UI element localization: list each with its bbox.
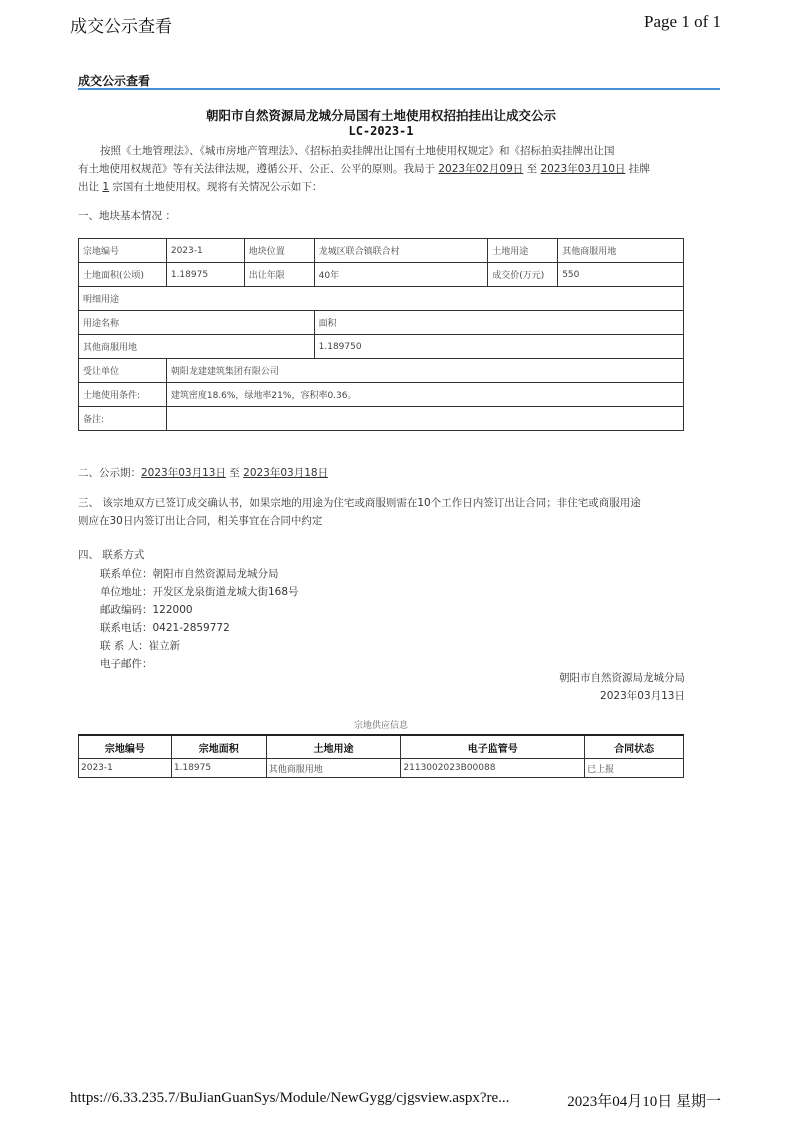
section-4-heading: 四、 联系方式	[78, 549, 145, 561]
contact-address: 单位地址：开发区龙泉街道龙城大街168号	[100, 586, 299, 598]
detail-use-label: 明细用途	[79, 287, 684, 311]
intro-paragraph	[78, 142, 684, 196]
price-value: 550	[558, 263, 684, 287]
column-header: 宗地面积	[171, 735, 266, 759]
column-header: 土地用途	[266, 735, 401, 759]
table-row	[79, 239, 684, 263]
parcel-no-label: 宗地编号	[79, 239, 167, 263]
intro-line-3a: 出让	[78, 181, 103, 193]
document-number: LC-2023-1	[348, 124, 414, 138]
location-value: 龙城区联合镇联合村	[314, 239, 488, 263]
table-row	[79, 383, 684, 407]
contact-unit: 联系单位：朝阳市自然资源局龙城分局	[100, 568, 279, 580]
contact-person: 联 系 人：崔立新	[100, 640, 181, 652]
intro-line-2b: 挂牌	[625, 163, 650, 175]
column-header: 电子监管号	[401, 735, 585, 759]
section-1-heading: 一、地块基本情况 ：	[78, 210, 176, 222]
parcel-no-value: 2023-1	[166, 239, 244, 263]
contact-postcode: 邮政编码：122000	[100, 604, 193, 616]
parcel-count: 1	[102, 181, 110, 193]
table-row	[79, 407, 684, 431]
term-value: 40年	[314, 263, 488, 287]
print-footer-date: 2023年04月10日 星期一	[567, 1094, 721, 1110]
publicity-end-date: 2023年03月18日	[243, 467, 329, 479]
table-row	[79, 287, 684, 311]
area-value: 1.18975	[166, 263, 244, 287]
section-tab-title: 成交公示查看	[78, 74, 151, 88]
land-use-label: 土地用途	[488, 239, 558, 263]
use-name-header: 用途名称	[79, 311, 315, 335]
table-row	[79, 359, 684, 383]
supply-table-caption: 宗地供应信息	[353, 721, 408, 731]
contact-email: 电子邮件：	[100, 658, 153, 670]
price-label: 成交价(万元)	[488, 263, 558, 287]
conditions-value: 建筑密度18.6%，绿地率21%，容积率0.36。	[166, 383, 683, 407]
section-2-publicity-period	[78, 465, 328, 480]
supply-area: 1.18975	[171, 759, 266, 778]
print-page-number: Page 1 of 1	[644, 12, 721, 31]
parcel-info-table	[78, 238, 684, 431]
table-header-row	[79, 735, 684, 759]
intro-line-3b: 宗国有土地使用权。现将有关情况公示如下：	[109, 181, 323, 193]
contact-phone: 联系电话：0421-2859772	[100, 622, 230, 634]
grantee-label: 受让单位	[79, 359, 167, 383]
section-3-line-2: 则应在30日内签订出让合同，相关事宜在合同中约定	[78, 515, 323, 527]
listing-start-date: 2023年02月09日	[438, 163, 524, 175]
supply-supervision-no: 2113002023B00088	[401, 759, 585, 778]
supply-parcel-no: 2023-1	[79, 759, 172, 778]
area-label: 土地面积(公顷)	[79, 263, 167, 287]
intro-line-1: 按照《土地管理法》、《城市房地产管理法》、《招标拍卖挂牌出让国有土地使用权规定》和《招标拍卖挂牌出让国	[100, 145, 615, 157]
publicity-label: 二、公示期：	[78, 467, 141, 479]
supply-info-table	[78, 734, 684, 778]
column-header: 宗地编号	[79, 735, 172, 759]
area-header: 面积	[314, 311, 683, 335]
publicity-start-date: 2023年03月13日	[141, 467, 226, 479]
document-title: 朝阳市自然资源局龙城分局国有土地使用权招拍挂出让成交公示	[205, 108, 556, 123]
remarks-label: 备注:	[79, 407, 167, 431]
term-label: 出让年限	[244, 263, 314, 287]
conditions-label: 土地使用条件:	[79, 383, 167, 407]
intro-line-2a: 有土地使用权规范》等有关法律法规，遵循公开、公正、公平的原则。我局于	[78, 163, 439, 175]
table-row	[79, 759, 684, 778]
table-row	[79, 335, 684, 359]
signature-date: 2023年03月13日	[600, 690, 685, 702]
land-use-value: 其他商服用地	[558, 239, 684, 263]
print-footer-url: https://6.33.235.7/BuJianGuanSys/Module/NewGygg/cjgsview.aspx?re...	[70, 1090, 510, 1106]
section-3-contract-note	[78, 494, 688, 530]
listing-end-date: 2023年03月10日	[540, 163, 626, 175]
grantee-value: 朝阳龙建建筑集团有限公司	[166, 359, 683, 383]
supply-contract-status: 已上报	[585, 759, 684, 778]
section-3-line-1: 三、 该宗地双方已签订成交确认书，如果宗地的用途为住宅或商服则需在10个工作日内签订出让合同；非住宅或商服用途	[78, 497, 641, 509]
intro-to: 至	[523, 163, 541, 175]
detail-area: 1.189750	[314, 335, 683, 359]
supply-land-use: 其他商服用地	[266, 759, 401, 778]
location-label: 地块位置	[244, 239, 314, 263]
detail-use-name: 其他商服用地	[79, 335, 315, 359]
table-row	[79, 311, 684, 335]
publicity-to: 至	[225, 467, 244, 479]
table-row	[79, 263, 684, 287]
signature-org: 朝阳市自然资源局龙城分局	[559, 672, 685, 684]
column-header: 合同状态	[585, 735, 684, 759]
remarks-value	[166, 407, 683, 431]
header-divider	[78, 88, 720, 90]
print-header-title: 成交公示查看	[70, 17, 172, 37]
